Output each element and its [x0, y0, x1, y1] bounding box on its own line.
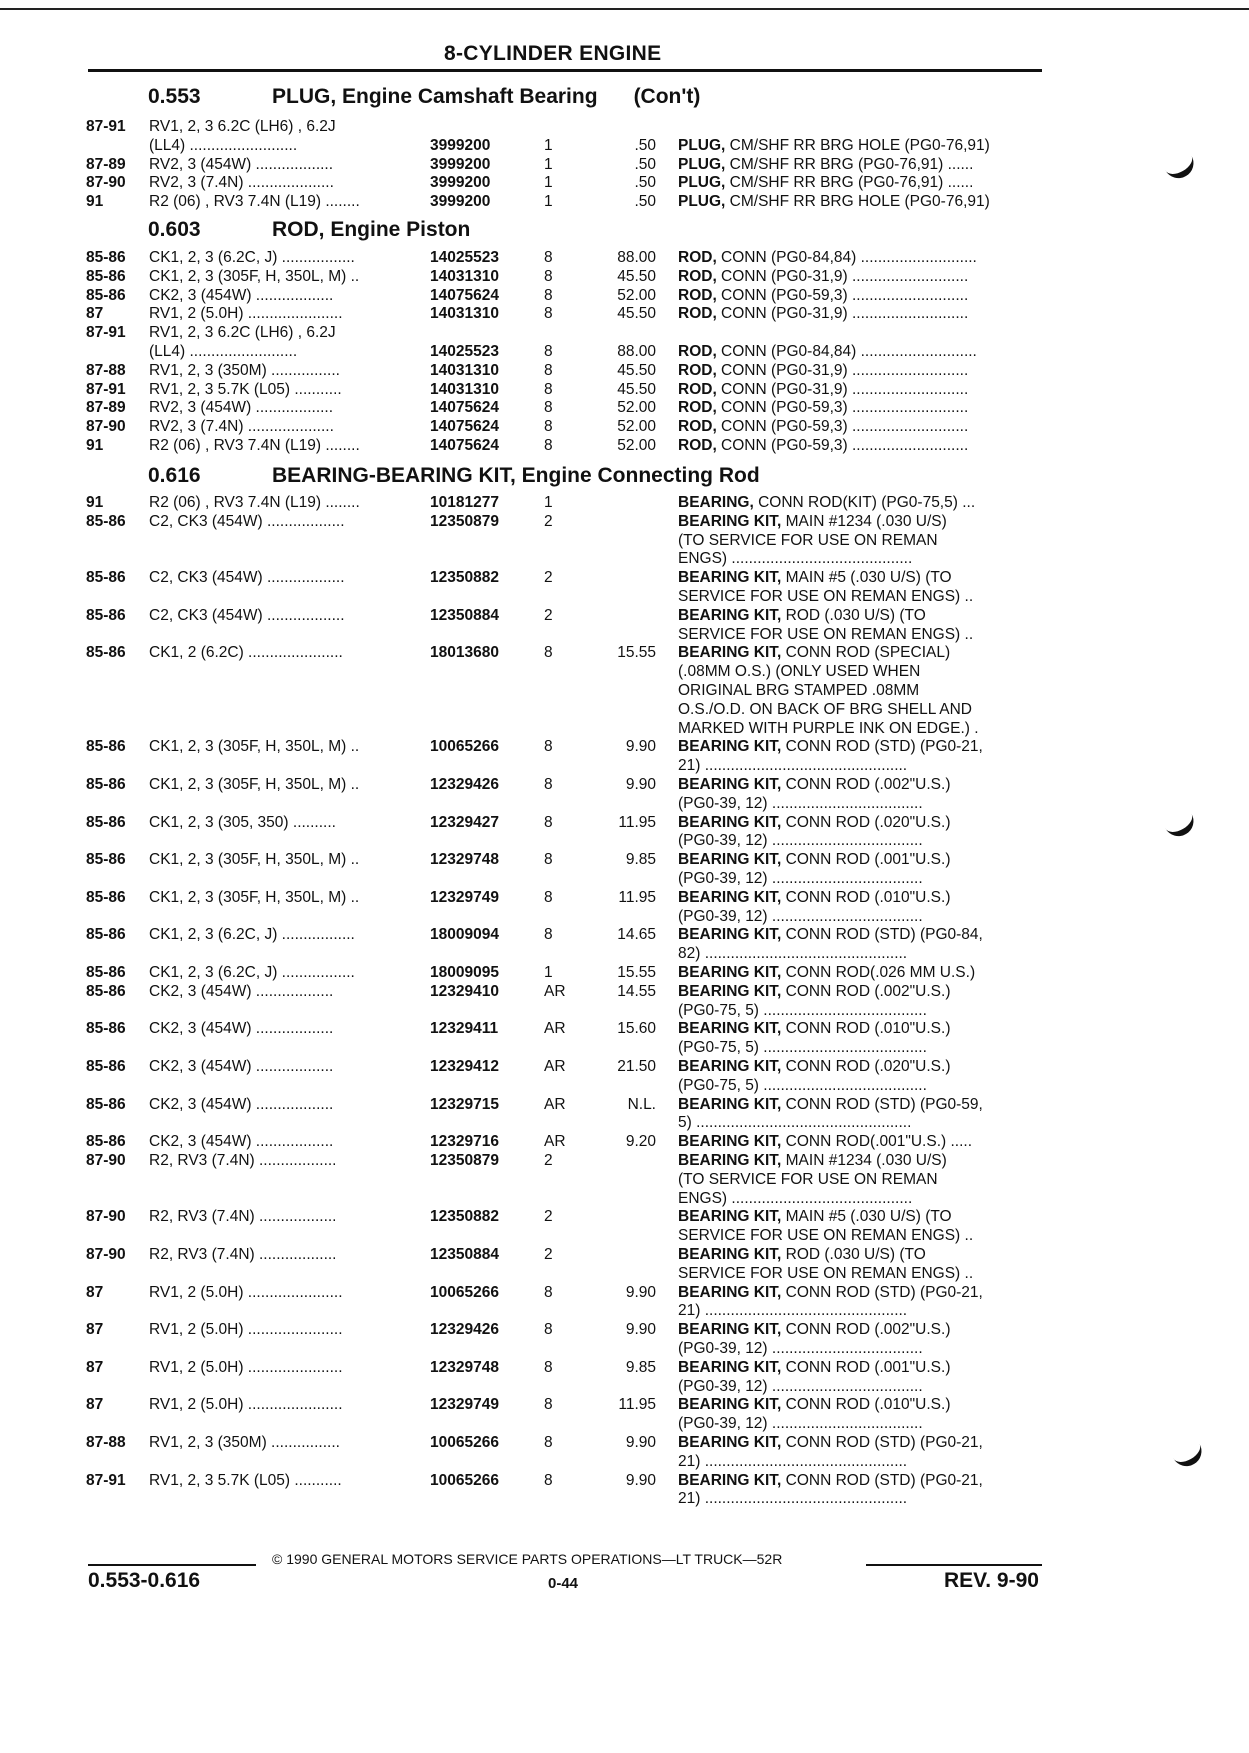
price-cell: 9.90 [625, 1434, 656, 1451]
description-cell: BEARING KIT, MAIN #1234 (.030 U/S) [678, 512, 947, 530]
part-number-cell: 12329411 [430, 1020, 499, 1038]
description-cell: (PG0-39, 12) ................................... [678, 832, 923, 850]
price-cell: 45.50 [617, 361, 656, 379]
description-cell: SERVICE FOR USE ON REMAN ENGS) .. [678, 588, 974, 605]
model-cell: R2 (06) , RV3 7.4N (L19) ........ [149, 437, 360, 454]
description-cell: BEARING KIT, CONN ROD (STD) (PG0-21, [678, 738, 983, 756]
description-cell: BEARING KIT, CONN ROD(.001"U.S.) ..... [678, 1133, 973, 1151]
part-number-cell: 10065266 [430, 1471, 499, 1489]
description-cell: BEARING KIT, CONN ROD (STD) (PG0-84, [678, 926, 983, 944]
year-cell: 85-86 [86, 776, 126, 793]
description-cell: BEARING KIT, CONN ROD (STD) (PG0-21, [678, 1283, 983, 1301]
description-cell: BEARING KIT, CONN ROD (.001"U.S.) [678, 851, 951, 869]
description-cell: BEARING KIT, CONN ROD (.010"U.S.) [678, 888, 951, 906]
model-cell: C2, CK3 (454W) .................. [149, 512, 345, 530]
year-cell: 87-89 [86, 399, 126, 417]
model-cell: RV2, 3 (454W) .................. [149, 399, 334, 417]
price-cell: .50 [634, 136, 656, 154]
model-cell: RV1, 2 (5.0H) ...................... [149, 1358, 343, 1376]
model-cell: CK2, 3 (454W) .................. [149, 982, 334, 1000]
quantity-cell: AR [544, 1133, 566, 1151]
price-cell: 52.00 [617, 399, 656, 417]
model-cell: C2, CK3 (454W) .................. [149, 569, 345, 587]
description-cell: PLUG, CM/SHF RR BRG (PG0-76,91) ...... [678, 174, 974, 192]
year-cell: 85-86 [86, 964, 126, 981]
year-cell: 85-86 [86, 569, 126, 587]
part-number-cell: 12329412 [430, 1058, 499, 1075]
description-cell: BEARING KIT, CONN ROD (SPECIAL) [678, 644, 951, 662]
footer-revision: REV. 9-90 [944, 1569, 1039, 1592]
footer-page-number: 0-44 [548, 1575, 579, 1592]
description-cell: BEARING KIT, CONN ROD (.001"U.S.) [678, 1358, 951, 1376]
year-cell: 85-86 [86, 267, 126, 285]
price-cell: 45.50 [617, 267, 656, 285]
page-title: 8-CYLINDER ENGINE [444, 42, 662, 65]
description-cell: 21) ............................................... [678, 1302, 908, 1320]
quantity-cell: 8 [544, 888, 553, 906]
part-number-cell: 3999200 [430, 174, 491, 192]
description-cell: ROD, CONN (PG0-31,9) ........................... [678, 305, 969, 323]
model-cell: R2 (06) , RV3 7.4N (L19) ........ [149, 494, 360, 511]
price-cell: 88.00 [617, 343, 656, 360]
price-cell: 9.90 [625, 1471, 656, 1489]
year-cell: 85-86 [86, 1058, 126, 1075]
price-cell: 45.50 [617, 305, 656, 323]
model-cell: CK2, 3 (454W) .................. [149, 1058, 334, 1075]
price-cell: 88.00 [617, 249, 656, 266]
description-cell: ROD, CONN (PG0-31,9) ........................... [678, 380, 969, 398]
quantity-cell: 8 [544, 1358, 553, 1376]
year-cell: 85-86 [86, 1020, 126, 1038]
quantity-cell: 2 [544, 512, 553, 530]
price-cell: 9.90 [625, 1321, 656, 1339]
price-cell: 15.60 [617, 1020, 656, 1038]
description-cell: (PG0-39, 12) ................................... [678, 1377, 923, 1395]
part-number-cell: 12329748 [430, 851, 499, 869]
year-cell: 87-88 [86, 1434, 126, 1451]
description-cell: BEARING KIT, CONN ROD (.020"U.S.) [678, 1058, 951, 1075]
price-cell: 9.90 [625, 776, 656, 793]
section-heading [148, 85, 700, 109]
year-cell: 87-91 [86, 324, 126, 342]
description-cell: O.S./O.D. ON BACK OF BRG SHELL AND [678, 700, 972, 718]
model-cell: CK1, 2, 3 (6.2C, J) ................. [149, 964, 355, 981]
part-number-cell: 10065266 [430, 1283, 499, 1301]
quantity-cell: 8 [544, 1283, 553, 1301]
quantity-cell: 1 [544, 193, 553, 211]
model-cell: RV1, 2, 3 5.7K (L05) ........... [149, 1471, 342, 1489]
quantity-cell: 8 [544, 813, 553, 831]
model-cell: RV1, 2, 3 (350M) ................ [149, 1434, 340, 1451]
part-number-cell: 12329410 [430, 982, 499, 1000]
part-number-cell: 18009095 [430, 964, 499, 981]
year-cell: 87-91 [86, 1471, 126, 1489]
section-title: ROD, Engine Piston [272, 218, 471, 241]
year-cell: 85-86 [86, 888, 126, 906]
model-cell: R2, RV3 (7.4N) .................. [149, 1246, 337, 1263]
part-number-cell: 3999200 [430, 193, 491, 211]
year-cell: 87 [86, 1321, 104, 1339]
description-cell: ORIGINAL BRG STAMPED .08MM [678, 682, 920, 699]
footer-copyright: © 1990 GENERAL MOTORS SERVICE PARTS OPERATIONS—LT TRUCK—52R [272, 1551, 783, 1567]
part-number-cell: 14075624 [430, 437, 499, 454]
description-cell: (PG0-39, 12) ................................... [678, 794, 923, 812]
description-cell: BEARING, CONN ROD(KIT) (PG0-75,5) ... [678, 494, 976, 511]
section-number: 0.553 [148, 85, 201, 108]
quantity-cell: 2 [544, 569, 553, 587]
part-number-cell: 14031310 [430, 305, 499, 323]
model-cell: RV1, 2 (5.0H) ...................... [149, 1321, 343, 1339]
footer-rule-left [88, 1564, 256, 1566]
description-cell: (PG0-39, 12) ................................... [678, 1415, 923, 1433]
price-cell: 15.55 [617, 644, 656, 662]
part-number-cell: 12350882 [430, 1208, 499, 1226]
description-cell: SERVICE FOR USE ON REMAN ENGS) .. [678, 1264, 974, 1282]
model-cell: R2 (06) , RV3 7.4N (L19) ........ [149, 193, 360, 211]
quantity-cell: 8 [544, 380, 553, 398]
quantity-cell: 8 [544, 1434, 553, 1451]
description-cell: SERVICE FOR USE ON REMAN ENGS) .. [678, 625, 974, 643]
year-cell: 85-86 [86, 1095, 126, 1113]
description-cell: (TO SERVICE FOR USE ON REMAN [678, 1170, 938, 1188]
quantity-cell: 1 [544, 964, 553, 981]
year-cell: 85-86 [86, 926, 126, 944]
quantity-cell: 2 [544, 1152, 553, 1169]
part-number-cell: 14025523 [430, 343, 499, 360]
year-cell: 87 [86, 1358, 104, 1376]
price-cell: 52.00 [617, 437, 656, 454]
price-cell: 9.85 [625, 851, 656, 869]
quantity-cell: 8 [544, 1321, 553, 1339]
footer-rule-right [866, 1564, 1042, 1566]
description-cell: ROD, CONN (PG0-31,9) ........................... [678, 267, 969, 285]
part-number-cell: 12329427 [430, 813, 499, 831]
punch-hole-mark [1167, 1432, 1207, 1471]
description-cell: (PG0-39, 12) ................................... [678, 907, 923, 925]
quantity-cell: 8 [544, 851, 553, 869]
description-cell: BEARING KIT, CONN ROD (.010"U.S.) [678, 1396, 951, 1414]
quantity-cell: 1 [544, 136, 553, 154]
description-cell: (PG0-39, 12) ................................... [678, 1340, 923, 1357]
model-cell: CK1, 2, 3 (305F, H, 350L, M) .. [149, 851, 360, 869]
model-cell: RV1, 2, 3 6.2C (LH6) , 6.2J [149, 118, 336, 135]
quantity-cell: 8 [544, 1471, 553, 1489]
year-cell: 85-86 [86, 851, 126, 869]
part-number-cell: 14031310 [430, 361, 499, 379]
price-cell: N.L. [627, 1095, 656, 1113]
part-number-cell: 14031310 [430, 380, 499, 398]
price-cell: 15.55 [617, 964, 656, 981]
part-number-cell: 12329426 [430, 776, 499, 793]
description-cell: ROD, CONN (PG0-59,3) ........................... [678, 418, 969, 436]
year-cell: 87-91 [86, 380, 126, 398]
price-cell: 52.00 [617, 418, 656, 436]
year-cell: 85-86 [86, 606, 126, 624]
quantity-cell: 8 [544, 644, 553, 662]
description-cell: BEARING KIT, CONN ROD (.002"U.S.) [678, 1321, 951, 1339]
top-edge-line [0, 8, 1249, 10]
model-cell: R2, RV3 (7.4N) .................. [149, 1152, 337, 1169]
quantity-cell: 2 [544, 1208, 553, 1226]
year-cell: 85-86 [86, 982, 126, 1000]
quantity-cell: 2 [544, 1246, 553, 1263]
part-number-cell: 12329749 [430, 888, 499, 906]
quantity-cell: 8 [544, 305, 553, 323]
year-cell: 85-86 [86, 249, 126, 266]
part-number-cell: 18009094 [430, 926, 499, 944]
description-cell: 82) ............................................... [678, 945, 908, 963]
part-number-cell: 3999200 [430, 136, 491, 154]
description-cell: (.08MM O.S.) (ONLY USED WHEN [678, 663, 921, 681]
price-cell: .50 [634, 193, 656, 211]
description-cell: PLUG, CM/SHF RR BRG HOLE (PG0-76,91) [678, 136, 990, 154]
price-cell: 9.90 [625, 1283, 656, 1301]
model-cell: CK2, 3 (454W) .................. [149, 1133, 334, 1151]
part-number-cell: 12329749 [430, 1396, 499, 1414]
description-cell: ROD, CONN (PG0-59,3) ........................... [678, 437, 969, 454]
description-cell: BEARING KIT, MAIN #5 (.030 U/S) (TO [678, 1208, 952, 1226]
section-title: BEARING-BEARING KIT, Engine Connecting Rod [272, 464, 760, 487]
section-title: PLUG, Engine Camshaft Bearing [272, 85, 598, 108]
quantity-cell: 8 [544, 249, 553, 266]
model-cell: CK1, 2, 3 (305, 350) .......... [149, 813, 336, 831]
model-cell: RV1, 2 (5.0H) ...................... [149, 1396, 343, 1414]
section-heading [148, 218, 470, 242]
price-cell: 11.95 [618, 1396, 656, 1414]
model-cell: CK1, 2 (6.2C) ...................... [149, 644, 343, 662]
quantity-cell: AR [544, 982, 566, 1000]
quantity-cell: 1 [544, 494, 553, 511]
description-cell: PLUG, CM/SHF RR BRG HOLE (PG0-76,91) [678, 193, 990, 211]
model-cell: CK1, 2, 3 (305F, H, 350L, M) .. [149, 776, 360, 793]
quantity-cell: 8 [544, 286, 553, 304]
quantity-cell: 8 [544, 776, 553, 793]
quantity-cell: AR [544, 1020, 566, 1038]
description-cell: PLUG, CM/SHF RR BRG (PG0-76,91) ...... [678, 155, 974, 173]
quantity-cell: 8 [544, 738, 553, 756]
year-cell: 87 [86, 305, 104, 323]
part-number-cell: 12329716 [430, 1133, 499, 1151]
description-cell: 5) .................................................. [678, 1114, 912, 1132]
model-cell: CK1, 2, 3 (6.2C, J) ................. [149, 249, 355, 266]
description-cell: SERVICE FOR USE ON REMAN ENGS) .. [678, 1227, 974, 1245]
part-number-cell: 14075624 [430, 399, 499, 417]
part-number-cell: 10065266 [430, 1434, 499, 1451]
quantity-cell: 8 [544, 267, 553, 285]
section-number: 0.603 [148, 218, 201, 241]
part-number-cell: 12350884 [430, 1246, 499, 1263]
description-cell: BEARING KIT, ROD (.030 U/S) (TO [678, 606, 926, 624]
description-cell: (PG0-75, 5) ...................................... [678, 1001, 927, 1019]
model-cell: C2, CK3 (454W) .................. [149, 606, 345, 624]
model-cell: RV1, 2, 3 6.2C (LH6) , 6.2J [149, 324, 336, 342]
part-number-cell: 18013680 [430, 644, 499, 662]
model-cell: CK1, 2, 3 (305F, H, 350L, M) .. [149, 888, 360, 906]
quantity-cell: 8 [544, 361, 553, 379]
year-cell: 85-86 [86, 1133, 126, 1151]
section-continued: (Con't) [633, 85, 701, 108]
description-cell: ROD, CONN (PG0-84,84) ........................... [678, 249, 977, 266]
model-cell: CK1, 2, 3 (305F, H, 350L, M) .. [149, 738, 360, 756]
price-cell: 14.65 [617, 926, 656, 944]
quantity-cell: 1 [544, 155, 553, 173]
quantity-cell: AR [544, 1058, 566, 1075]
year-cell: 87-90 [86, 418, 126, 436]
description-cell: ROD, CONN (PG0-31,9) ........................... [678, 361, 969, 379]
year-cell: 91 [86, 437, 104, 454]
description-cell: ENGS) .......................................... [678, 1189, 913, 1207]
model-cell: RV2, 3 (454W) .................. [149, 155, 334, 173]
description-cell: BEARING KIT, CONN ROD (.010"U.S.) [678, 1020, 951, 1038]
year-cell: 91 [86, 494, 104, 511]
description-cell: BEARING KIT, CONN ROD (STD) (PG0-59, [678, 1095, 983, 1113]
model-cell: (LL4) ......................... [149, 136, 298, 154]
year-cell: 87-90 [86, 1152, 126, 1169]
model-cell: RV1, 2 (5.0H) ...................... [149, 1283, 343, 1301]
quantity-cell: 8 [544, 926, 553, 944]
price-cell: 14.55 [617, 982, 656, 1000]
price-cell: 9.85 [625, 1358, 656, 1376]
price-cell: 21.50 [617, 1058, 656, 1075]
price-cell: 9.20 [625, 1133, 656, 1151]
description-cell: (PG0-39, 12) ................................... [678, 870, 923, 887]
year-cell: 85-86 [86, 813, 126, 831]
model-cell: RV1, 2 (5.0H) ...................... [149, 305, 343, 323]
header-rule [88, 69, 1042, 72]
part-number-cell: 12350879 [430, 1152, 499, 1169]
year-cell: 85-86 [86, 286, 126, 304]
description-cell: (TO SERVICE FOR USE ON REMAN [678, 531, 938, 549]
part-number-cell: 12350884 [430, 606, 499, 624]
part-number-cell: 12350882 [430, 569, 499, 587]
price-cell: .50 [634, 155, 656, 173]
year-cell: 85-86 [86, 644, 126, 662]
model-cell: CK1, 2, 3 (305F, H, 350L, M) .. [149, 267, 360, 285]
year-cell: 87-90 [86, 1208, 126, 1226]
model-cell: RV2, 3 (7.4N) .................... [149, 418, 334, 436]
description-cell: BEARING KIT, ROD (.030 U/S) (TO [678, 1246, 926, 1263]
price-cell: 9.90 [625, 738, 656, 756]
year-cell: 85-86 [86, 738, 126, 756]
year-cell: 87-90 [86, 174, 126, 192]
part-number-cell: 12329715 [430, 1095, 499, 1113]
model-cell: CK1, 2, 3 (6.2C, J) ................. [149, 926, 355, 944]
section-number: 0.616 [148, 464, 201, 487]
description-cell: 21) ............................................... [678, 1452, 908, 1470]
price-cell: .50 [634, 174, 656, 192]
description-cell: ENGS) .......................................... [678, 550, 913, 568]
year-cell: 87-91 [86, 118, 126, 135]
model-cell: RV1, 2, 3 5.7K (L05) ........... [149, 380, 342, 398]
description-cell: BEARING KIT, CONN ROD (.002"U.S.) [678, 982, 951, 1000]
description-cell: ROD, CONN (PG0-84,84) ........................... [678, 343, 977, 360]
part-number-cell: 14075624 [430, 418, 499, 436]
year-cell: 87 [86, 1396, 104, 1414]
description-cell: BEARING KIT, MAIN #1234 (.030 U/S) [678, 1152, 947, 1169]
description-cell: BEARING KIT, CONN ROD (STD) (PG0-21, [678, 1434, 983, 1451]
footer-section-range: 0.553-0.616 [88, 1569, 201, 1592]
part-number-cell: 10181277 [430, 494, 499, 511]
section-heading [148, 464, 760, 488]
description-cell: BEARING KIT, MAIN #5 (.030 U/S) (TO [678, 569, 952, 587]
price-cell: 45.50 [617, 380, 656, 398]
part-number-cell: 14025523 [430, 249, 499, 266]
part-number-cell: 12329426 [430, 1321, 499, 1339]
year-cell: 85-86 [86, 512, 126, 530]
description-cell: MARKED WITH PURPLE INK ON EDGE.) . [678, 719, 979, 737]
part-number-cell: 14075624 [430, 286, 499, 304]
description-cell: BEARING KIT, CONN ROD(.026 MM U.S.) [678, 964, 976, 981]
model-cell: (LL4) ......................... [149, 343, 298, 360]
year-cell: 87-88 [86, 361, 126, 379]
model-cell: CK2, 3 (454W) .................. [149, 1020, 334, 1038]
description-cell: ROD, CONN (PG0-59,3) ........................... [678, 399, 969, 417]
model-cell: RV2, 3 (7.4N) .................... [149, 174, 334, 192]
year-cell: 87-90 [86, 1246, 126, 1263]
punch-hole-mark [1159, 802, 1199, 841]
part-number-cell: 10065266 [430, 738, 499, 756]
model-cell: CK2, 3 (454W) .................. [149, 286, 334, 304]
model-cell: RV1, 2, 3 (350M) ................ [149, 361, 340, 379]
description-cell: BEARING KIT, CONN ROD (.020"U.S.) [678, 813, 951, 831]
quantity-cell: 8 [544, 343, 553, 360]
year-cell: 87 [86, 1283, 104, 1301]
quantity-cell: AR [544, 1095, 566, 1113]
quantity-cell: 1 [544, 174, 553, 192]
description-cell: ROD, CONN (PG0-59,3) ........................... [678, 286, 969, 304]
part-number-cell: 12329748 [430, 1358, 499, 1376]
description-cell: 21) ............................................... [678, 757, 908, 775]
description-cell: 21) ............................................... [678, 1490, 908, 1508]
model-cell: CK2, 3 (454W) .................. [149, 1095, 334, 1113]
description-cell: (PG0-75, 5) ...................................... [678, 1076, 927, 1094]
quantity-cell: 2 [544, 606, 553, 624]
description-cell: BEARING KIT, CONN ROD (.002"U.S.) [678, 776, 951, 793]
year-cell: 91 [86, 193, 104, 211]
year-cell: 87-89 [86, 155, 126, 173]
price-cell: 52.00 [617, 286, 656, 304]
model-cell: R2, RV3 (7.4N) .................. [149, 1208, 337, 1226]
description-cell: (PG0-75, 5) ...................................... [678, 1039, 927, 1057]
quantity-cell: 8 [544, 1396, 553, 1414]
part-number-cell: 14031310 [430, 267, 499, 285]
price-cell: 11.95 [618, 813, 656, 831]
quantity-cell: 8 [544, 399, 553, 417]
description-cell: BEARING KIT, CONN ROD (STD) (PG0-21, [678, 1471, 983, 1489]
quantity-cell: 8 [544, 418, 553, 436]
price-cell: 11.95 [618, 888, 656, 906]
punch-hole-mark [1159, 144, 1199, 183]
part-number-cell: 3999200 [430, 155, 491, 173]
quantity-cell: 8 [544, 437, 553, 454]
part-number-cell: 12350879 [430, 512, 499, 530]
